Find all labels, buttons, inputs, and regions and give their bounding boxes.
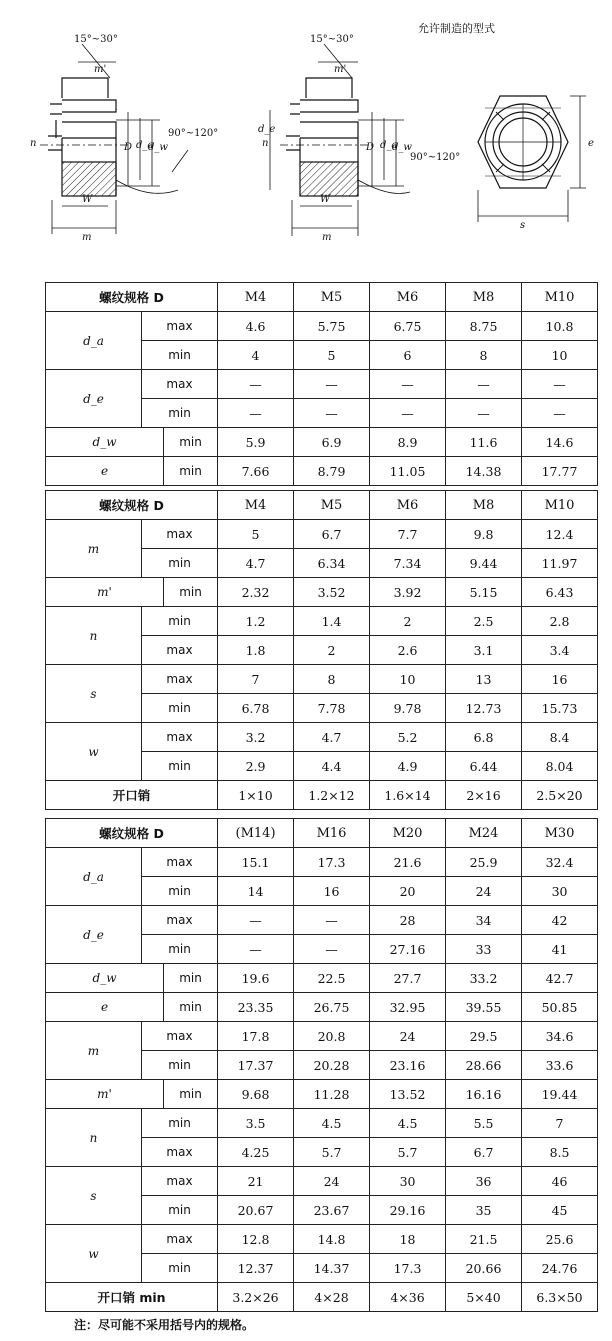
- value-cell: 27.7: [370, 964, 446, 993]
- size-cell: M24: [446, 819, 522, 848]
- symbol-cell: d_e: [46, 370, 142, 428]
- value-cell: 2: [294, 636, 370, 665]
- limit-cell: min: [164, 578, 218, 607]
- value-cell: 24: [446, 877, 522, 906]
- value-cell: 7.66: [218, 457, 294, 486]
- value-cell: 5.5: [446, 1109, 522, 1138]
- value-cell: —: [294, 399, 370, 428]
- value-cell: 2.32: [218, 578, 294, 607]
- value-cell: 20.67: [218, 1196, 294, 1225]
- value-cell: 7.34: [370, 549, 446, 578]
- size-cell: M10: [522, 491, 598, 520]
- table-row: [46, 781, 598, 810]
- table-row: [46, 1080, 598, 1109]
- value-cell: 7.7: [370, 520, 446, 549]
- label-W-2: W: [320, 194, 331, 205]
- value-cell: 33: [446, 935, 522, 964]
- value-cell: 1.4: [294, 607, 370, 636]
- value-cell: 11.6: [446, 428, 522, 457]
- value-cell: 15.1: [218, 848, 294, 877]
- value-cell: 2.5×20: [522, 781, 598, 810]
- label-de: d_e: [258, 124, 276, 135]
- value-cell: 16: [522, 665, 598, 694]
- table-row: [46, 607, 598, 636]
- value-cell: 8: [446, 341, 522, 370]
- value-cell: 6: [370, 341, 446, 370]
- value-cell: —: [370, 399, 446, 428]
- value-cell: —: [446, 399, 522, 428]
- value-cell: 39.55: [446, 993, 522, 1022]
- table-row: [46, 1022, 598, 1051]
- value-cell: —: [218, 906, 294, 935]
- value-cell: 6.44: [446, 752, 522, 781]
- value-cell: 24.76: [522, 1254, 598, 1283]
- value-cell: 4.6: [218, 312, 294, 341]
- label-m-2: m: [322, 232, 332, 243]
- value-cell: 5×40: [446, 1283, 522, 1312]
- limit-cell: min: [142, 549, 218, 578]
- value-cell: 6.43: [522, 578, 598, 607]
- symbol-cell: m: [46, 520, 142, 578]
- limit-cell: max: [142, 1225, 218, 1254]
- value-cell: 45: [522, 1196, 598, 1225]
- size-cell: M10: [522, 283, 598, 312]
- limit-cell: min: [142, 935, 218, 964]
- value-cell: 5.2: [370, 723, 446, 752]
- value-cell: —: [294, 370, 370, 399]
- label-dw-1: d_w: [148, 142, 168, 153]
- value-cell: 10: [522, 341, 598, 370]
- value-cell: 8.04: [522, 752, 598, 781]
- value-cell: 1.8: [218, 636, 294, 665]
- value-cell: —: [446, 370, 522, 399]
- symbol-cell: d_a: [46, 312, 142, 370]
- value-cell: 29.16: [370, 1196, 446, 1225]
- value-cell: 12.73: [446, 694, 522, 723]
- value-cell: 6.75: [370, 312, 446, 341]
- value-cell: 33.2: [446, 964, 522, 993]
- value-cell: —: [218, 935, 294, 964]
- value-cell: 7: [218, 665, 294, 694]
- value-cell: 4.5: [370, 1109, 446, 1138]
- value-cell: 29.5: [446, 1022, 522, 1051]
- value-cell: 5.75: [294, 312, 370, 341]
- value-cell: 2×16: [446, 781, 522, 810]
- value-cell: 10.8: [522, 312, 598, 341]
- value-cell: 3.2: [218, 723, 294, 752]
- symbol-cell: d_w: [46, 964, 164, 993]
- value-cell: 25.6: [522, 1225, 598, 1254]
- value-cell: 28: [370, 906, 446, 935]
- value-cell: 12.8: [218, 1225, 294, 1254]
- limit-cell: max: [142, 665, 218, 694]
- size-cell: M6: [370, 283, 446, 312]
- limit-cell: min: [142, 877, 218, 906]
- symbol-cell: e: [46, 993, 164, 1022]
- value-cell: 4×28: [294, 1283, 370, 1312]
- label-m-1: m: [82, 232, 92, 243]
- value-cell: 23.16: [370, 1051, 446, 1080]
- value-cell: 17.3: [294, 848, 370, 877]
- value-cell: 17.77: [522, 457, 598, 486]
- value-cell: 9.78: [370, 694, 446, 723]
- value-cell: 1.6×14: [370, 781, 446, 810]
- table-row: [46, 1225, 598, 1254]
- value-cell: 2.5: [446, 607, 522, 636]
- value-cell: 10: [370, 665, 446, 694]
- size-cell: M16: [294, 819, 370, 848]
- label-D-2: D: [366, 142, 375, 153]
- value-cell: 21.6: [370, 848, 446, 877]
- label-da-1: d_a: [136, 140, 154, 151]
- header-label: 螺纹规格 D: [46, 819, 218, 848]
- value-cell: 14: [218, 877, 294, 906]
- value-cell: 24: [294, 1167, 370, 1196]
- header-label: 螺纹规格 D: [46, 491, 218, 520]
- limit-cell: min: [142, 752, 218, 781]
- size-cell: (M14): [218, 819, 294, 848]
- value-cell: 12.4: [522, 520, 598, 549]
- size-cell: M20: [370, 819, 446, 848]
- size-cell: M4: [218, 491, 294, 520]
- value-cell: 3.2×26: [218, 1283, 294, 1312]
- label-e: e: [588, 138, 594, 149]
- value-cell: 4.4: [294, 752, 370, 781]
- value-cell: 7.78: [294, 694, 370, 723]
- table-row: [46, 1283, 598, 1312]
- value-cell: 3.52: [294, 578, 370, 607]
- table-row: [46, 312, 598, 341]
- header-label: 螺纹规格 D: [46, 283, 218, 312]
- value-cell: 23.67: [294, 1196, 370, 1225]
- value-cell: 3.92: [370, 578, 446, 607]
- value-cell: 8.9: [370, 428, 446, 457]
- table-row: [46, 964, 598, 993]
- value-cell: 8.4: [522, 723, 598, 752]
- value-cell: 33.6: [522, 1051, 598, 1080]
- value-cell: 6.78: [218, 694, 294, 723]
- value-cell: 8.75: [446, 312, 522, 341]
- label-n-2: n: [262, 138, 269, 149]
- value-cell: 4×36: [370, 1283, 446, 1312]
- value-cell: 5.7: [294, 1138, 370, 1167]
- symbol-cell: m': [46, 578, 164, 607]
- limit-cell: min: [142, 607, 218, 636]
- angle-label-2: 15°~30°: [310, 34, 354, 45]
- table-header-row: [46, 819, 598, 848]
- value-cell: 46: [522, 1167, 598, 1196]
- limit-cell: max: [142, 312, 218, 341]
- value-cell: 3.1: [446, 636, 522, 665]
- footnote: 注：尽可能不采用括号内的规格。: [74, 1318, 255, 1332]
- limit-cell: min: [164, 457, 218, 486]
- value-cell: 15.73: [522, 694, 598, 723]
- symbol-cell: s: [46, 665, 142, 723]
- value-cell: 6.7: [446, 1138, 522, 1167]
- table-header-row: [46, 491, 598, 520]
- limit-cell: max: [142, 848, 218, 877]
- symbol-cell: w: [46, 723, 142, 781]
- value-cell: 3.4: [522, 636, 598, 665]
- table-row: [46, 370, 598, 399]
- spec-table-3: [45, 818, 598, 1312]
- label-s: s: [520, 220, 526, 231]
- value-cell: 8.5: [522, 1138, 598, 1167]
- value-cell: 14.38: [446, 457, 522, 486]
- value-cell: 19.6: [218, 964, 294, 993]
- angle-side-1: 90°~120°: [168, 128, 219, 139]
- value-cell: 5.15: [446, 578, 522, 607]
- value-cell: 7: [522, 1109, 598, 1138]
- value-cell: 6.7: [294, 520, 370, 549]
- value-cell: 42: [522, 906, 598, 935]
- value-cell: 2: [370, 607, 446, 636]
- symbol-cell: s: [46, 1167, 142, 1225]
- value-cell: 24: [370, 1022, 446, 1051]
- table-row: [46, 1109, 598, 1138]
- size-cell: M8: [446, 283, 522, 312]
- value-cell: 20.28: [294, 1051, 370, 1080]
- value-cell: 14.8: [294, 1225, 370, 1254]
- value-cell: —: [294, 906, 370, 935]
- symbol-cell: m: [46, 1022, 142, 1080]
- cotter-pin-label: 开口销: [46, 781, 218, 810]
- value-cell: 5.9: [218, 428, 294, 457]
- size-cell: M8: [446, 491, 522, 520]
- value-cell: 41: [522, 935, 598, 964]
- table-row: [46, 993, 598, 1022]
- value-cell: 32.95: [370, 993, 446, 1022]
- value-cell: 9.8: [446, 520, 522, 549]
- value-cell: 8: [294, 665, 370, 694]
- figure-caption: 允许制造的型式: [418, 22, 495, 35]
- spec-table-1: [45, 282, 598, 486]
- value-cell: 36: [446, 1167, 522, 1196]
- limit-cell: min: [142, 1051, 218, 1080]
- value-cell: 4: [218, 341, 294, 370]
- value-cell: 16: [294, 877, 370, 906]
- symbol-cell: d_w: [46, 428, 164, 457]
- limit-cell: min: [142, 694, 218, 723]
- value-cell: 28.66: [446, 1051, 522, 1080]
- value-cell: 26.75: [294, 993, 370, 1022]
- table-row: [46, 906, 598, 935]
- value-cell: 25.9: [446, 848, 522, 877]
- value-cell: 14.37: [294, 1254, 370, 1283]
- table-header-row: [46, 283, 598, 312]
- limit-cell: min: [142, 1196, 218, 1225]
- value-cell: 4.7: [218, 549, 294, 578]
- limit-cell: max: [142, 1167, 218, 1196]
- size-cell: M5: [294, 283, 370, 312]
- limit-cell: min: [164, 964, 218, 993]
- value-cell: 34: [446, 906, 522, 935]
- value-cell: 42.7: [522, 964, 598, 993]
- value-cell: 8.79: [294, 457, 370, 486]
- top-view: [478, 96, 586, 222]
- limit-cell: min: [142, 1254, 218, 1283]
- value-cell: 11.28: [294, 1080, 370, 1109]
- nut-drawing-figure: [0, 0, 612, 262]
- table-row: [46, 848, 598, 877]
- label-n-1: n: [30, 138, 37, 149]
- value-cell: 2.6: [370, 636, 446, 665]
- limit-cell: max: [142, 1022, 218, 1051]
- value-cell: 27.16: [370, 935, 446, 964]
- limit-cell: min: [164, 1080, 218, 1109]
- angle-side-2: 90°~120°: [410, 152, 461, 163]
- value-cell: 4.5: [294, 1109, 370, 1138]
- value-cell: 4.25: [218, 1138, 294, 1167]
- value-cell: 14.6: [522, 428, 598, 457]
- value-cell: 9.44: [446, 549, 522, 578]
- value-cell: 22.5: [294, 964, 370, 993]
- value-cell: 35: [446, 1196, 522, 1225]
- symbol-cell: n: [46, 1109, 142, 1167]
- symbol-cell: e: [46, 457, 164, 486]
- value-cell: —: [522, 370, 598, 399]
- value-cell: 19.44: [522, 1080, 598, 1109]
- value-cell: 18: [370, 1225, 446, 1254]
- limit-cell: max: [142, 370, 218, 399]
- size-cell: M30: [522, 819, 598, 848]
- limit-cell: max: [142, 906, 218, 935]
- value-cell: 5.7: [370, 1138, 446, 1167]
- label-W-1: W: [82, 194, 93, 205]
- value-cell: 12.37: [218, 1254, 294, 1283]
- value-cell: 21.5: [446, 1225, 522, 1254]
- value-cell: 17.8: [218, 1022, 294, 1051]
- limit-cell: max: [142, 1138, 218, 1167]
- table-row: [46, 665, 598, 694]
- value-cell: 9.68: [218, 1080, 294, 1109]
- value-cell: 2.9: [218, 752, 294, 781]
- value-cell: 20: [370, 877, 446, 906]
- value-cell: 30: [522, 877, 598, 906]
- label-m-prime-1: m': [94, 64, 107, 75]
- value-cell: 1×10: [218, 781, 294, 810]
- table-row: [46, 723, 598, 752]
- value-cell: 4.7: [294, 723, 370, 752]
- value-cell: 32.4: [522, 848, 598, 877]
- symbol-cell: d_a: [46, 848, 142, 906]
- value-cell: 21: [218, 1167, 294, 1196]
- value-cell: 23.35: [218, 993, 294, 1022]
- value-cell: —: [370, 370, 446, 399]
- table-row: [46, 578, 598, 607]
- value-cell: —: [294, 935, 370, 964]
- label-da-2: d_a: [380, 140, 398, 151]
- value-cell: 13: [446, 665, 522, 694]
- value-cell: 1.2: [218, 607, 294, 636]
- value-cell: 6.9: [294, 428, 370, 457]
- value-cell: 16.16: [446, 1080, 522, 1109]
- angle-label-1: 15°~30°: [74, 34, 118, 45]
- limit-cell: max: [142, 520, 218, 549]
- symbol-cell: d_e: [46, 906, 142, 964]
- value-cell: 6.3×50: [522, 1283, 598, 1312]
- table-row: [46, 520, 598, 549]
- limit-cell: max: [142, 636, 218, 665]
- table-row: [46, 1167, 598, 1196]
- symbol-cell: m': [46, 1080, 164, 1109]
- limit-cell: min: [164, 428, 218, 457]
- value-cell: 1.2×12: [294, 781, 370, 810]
- value-cell: 50.85: [522, 993, 598, 1022]
- value-cell: 6.8: [446, 723, 522, 752]
- label-D-1: D: [124, 142, 133, 153]
- value-cell: 17.37: [218, 1051, 294, 1080]
- value-cell: 4.9: [370, 752, 446, 781]
- limit-cell: max: [142, 723, 218, 752]
- limit-cell: min: [142, 1109, 218, 1138]
- value-cell: —: [218, 399, 294, 428]
- size-cell: M6: [370, 491, 446, 520]
- value-cell: 11.97: [522, 549, 598, 578]
- value-cell: —: [218, 370, 294, 399]
- size-cell: M5: [294, 491, 370, 520]
- value-cell: 17.3: [370, 1254, 446, 1283]
- symbol-cell: n: [46, 607, 142, 665]
- cotter-pin-label: 开口销 min: [46, 1283, 218, 1312]
- table-row: [46, 428, 598, 457]
- spec-table-2: [45, 490, 598, 810]
- value-cell: 11.05: [370, 457, 446, 486]
- limit-cell: min: [142, 341, 218, 370]
- value-cell: 13.52: [370, 1080, 446, 1109]
- value-cell: 6.34: [294, 549, 370, 578]
- label-dw-2: d_w: [392, 142, 412, 153]
- nut-drawing-svg: [0, 0, 612, 262]
- value-cell: 30: [370, 1167, 446, 1196]
- symbol-cell: w: [46, 1225, 142, 1283]
- value-cell: 3.5: [218, 1109, 294, 1138]
- limit-cell: min: [142, 399, 218, 428]
- size-cell: M4: [218, 283, 294, 312]
- limit-cell: min: [164, 993, 218, 1022]
- value-cell: 34.6: [522, 1022, 598, 1051]
- value-cell: 20.8: [294, 1022, 370, 1051]
- table-row: [46, 457, 598, 486]
- label-m-prime-2: m': [334, 64, 347, 75]
- value-cell: —: [522, 399, 598, 428]
- value-cell: 5: [294, 341, 370, 370]
- side-view-1: [40, 44, 188, 234]
- value-cell: 5: [218, 520, 294, 549]
- value-cell: 2.8: [522, 607, 598, 636]
- value-cell: 20.66: [446, 1254, 522, 1283]
